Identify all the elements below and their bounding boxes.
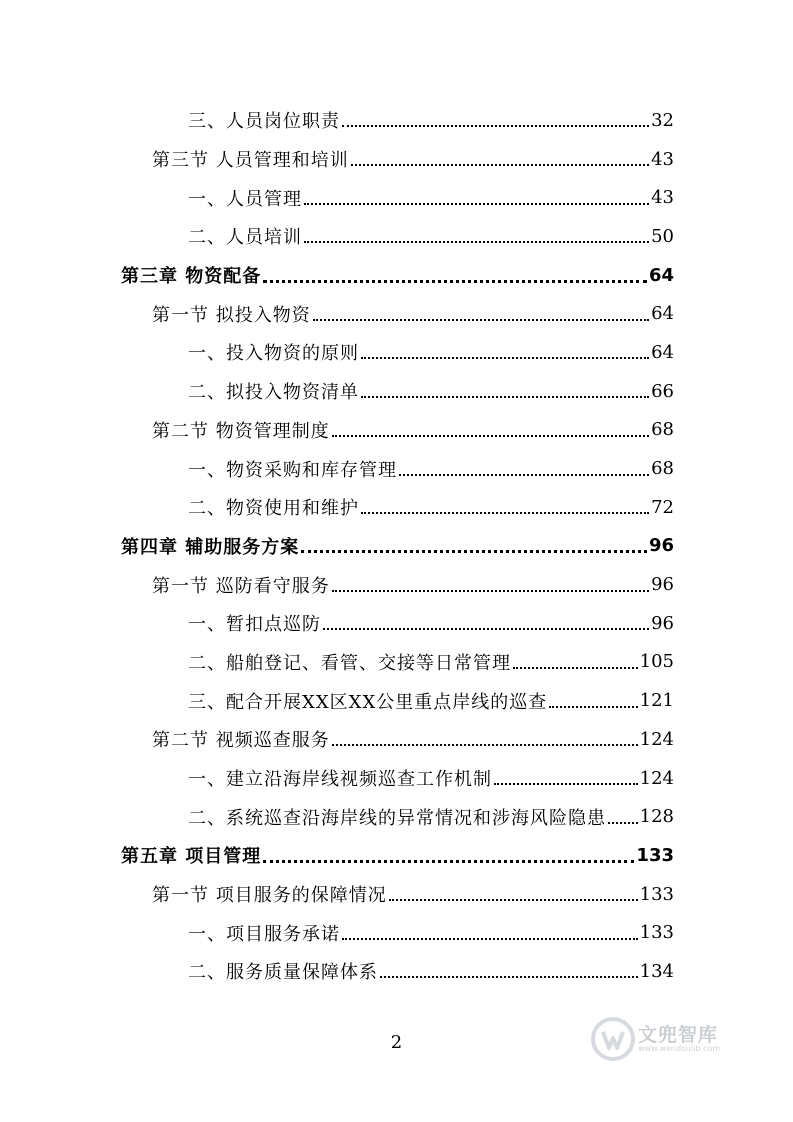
page-number: 2 <box>390 1032 403 1053</box>
toc-entry-page: 133 <box>636 844 674 866</box>
toc-entry-page: 64 <box>648 264 674 286</box>
toc-entry-page: 124 <box>639 767 674 789</box>
toc-entry-label: 二、系统巡查沿海岸线的异常情况和涉海风险隐患 <box>188 807 606 829</box>
toc-entry <box>0 952 674 991</box>
toc-entry-page: 64 <box>651 341 674 363</box>
toc-entry <box>0 836 674 875</box>
toc-dot-leader <box>399 474 649 476</box>
toc-entry <box>0 720 674 759</box>
toc-entry-label: 二、物资使用和维护 <box>188 498 359 520</box>
toc-entry <box>0 411 674 450</box>
toc-entry-page: 43 <box>651 187 674 209</box>
toc-entry-page: 50 <box>651 225 674 247</box>
toc-dot-leader <box>494 783 638 785</box>
toc-entry-page: 64 <box>651 303 674 325</box>
toc-entry-label: 三、人员岗位职责 <box>188 111 340 133</box>
toc-entry <box>0 333 674 372</box>
toc-entry-page: 96 <box>651 612 674 634</box>
toc-entry <box>0 604 674 643</box>
toc-entry <box>0 488 674 527</box>
toc-entry <box>0 759 674 798</box>
toc-dot-leader <box>301 550 647 553</box>
toc-entry-label: 第四章 辅助服务方案 <box>121 536 300 558</box>
wendou-logo-icon <box>590 1016 636 1062</box>
toc-entry-label: 二、人员培训 <box>188 227 302 249</box>
toc-entry <box>0 681 674 720</box>
toc-dot-leader <box>608 822 638 824</box>
toc-dot-leader <box>313 319 649 321</box>
toc-entry <box>0 294 674 333</box>
toc-entry <box>0 178 674 217</box>
toc-entry-label: 二、拟投入物资清单 <box>188 382 359 404</box>
toc-entry <box>0 875 674 914</box>
table-of-contents <box>0 101 793 991</box>
toc-entry-label: 一、投入物资的原则 <box>188 343 359 365</box>
toc-entry-label: 一、暂扣点巡防 <box>188 614 321 636</box>
toc-entry-page: 72 <box>651 496 674 518</box>
toc-entry-label: 二、服务质量保障体系 <box>188 962 378 984</box>
toc-dot-leader <box>342 938 638 940</box>
toc-entry-label: 第三节 人员管理和培训 <box>152 150 349 172</box>
toc-entry <box>0 913 674 952</box>
toc-entry-label: 第五章 项目管理 <box>121 846 262 868</box>
toc-entry-page: 105 <box>639 651 674 673</box>
toc-dot-leader <box>549 706 637 708</box>
toc-dot-leader <box>332 744 638 746</box>
toc-entry-page: 68 <box>651 419 674 441</box>
toc-entry-label: 二、船舶登记、看管、交接等日常管理 <box>188 652 511 674</box>
toc-dot-leader <box>332 590 649 592</box>
toc-entry <box>0 565 674 604</box>
watermark-brand: 文兜智库 <box>638 1024 719 1046</box>
toc-entry-label: 一、物资采购和库存管理 <box>188 459 397 481</box>
toc-entry-page: 96 <box>648 535 674 557</box>
toc-entry <box>0 217 674 256</box>
toc-entry-page: 32 <box>651 109 674 131</box>
toc-entry <box>0 797 674 836</box>
toc-entry-label: 第三章 物资配备 <box>121 266 262 288</box>
toc-entry <box>0 140 674 179</box>
toc-entry-label: 一、人员管理 <box>188 188 302 210</box>
toc-entry-page: 121 <box>639 690 674 712</box>
toc-entry <box>0 101 674 140</box>
toc-dot-leader <box>361 396 649 398</box>
toc-entry-page: 43 <box>651 148 674 170</box>
toc-entry-page: 133 <box>639 883 674 905</box>
watermark <box>590 1014 760 1064</box>
toc-entry-label: 一、项目服务承诺 <box>188 923 340 945</box>
toc-entry-label: 第二节 物资管理制度 <box>152 420 330 442</box>
toc-entry <box>0 372 674 411</box>
toc-entry-label: 一、建立沿海岸线视频巡查工作机制 <box>188 769 492 791</box>
toc-dot-leader <box>513 667 638 669</box>
toc-dot-leader <box>263 860 634 863</box>
watermark-url: www.wendoulib.com <box>638 1044 721 1053</box>
toc-dot-leader <box>304 203 649 205</box>
toc-entry-page: 66 <box>651 380 674 402</box>
toc-entry-page: 133 <box>639 922 674 944</box>
toc-entry-label: 第一节 拟投入物资 <box>152 304 311 326</box>
toc-entry-page: 128 <box>639 806 674 828</box>
toc-entry <box>0 643 674 682</box>
toc-dot-leader <box>380 976 638 978</box>
toc-dot-leader <box>351 164 649 166</box>
toc-dot-leader <box>263 280 647 283</box>
toc-dot-leader <box>361 357 649 359</box>
toc-dot-leader <box>342 125 649 127</box>
toc-dot-leader <box>361 512 649 514</box>
toc-dot-leader <box>389 899 638 901</box>
toc-entry-page: 68 <box>651 458 674 480</box>
toc-dot-leader <box>332 435 649 437</box>
toc-dot-leader <box>323 628 649 630</box>
toc-entry <box>0 449 674 488</box>
toc-entry-label: 第一节 项目服务的保障情况 <box>152 885 387 907</box>
toc-dot-leader <box>304 241 649 243</box>
toc-entry-page: 96 <box>651 574 674 596</box>
toc-entry-label: 三、配合开展XX区XX公里重点岸线的巡查 <box>188 691 548 713</box>
toc-entry <box>0 256 674 295</box>
toc-entry-page: 124 <box>639 728 674 750</box>
toc-entry <box>0 527 674 566</box>
toc-entry-label: 第一节 巡防看守服务 <box>152 575 330 597</box>
toc-entry-label: 第二节 视频巡查服务 <box>152 730 330 752</box>
toc-entry-page: 134 <box>639 960 674 982</box>
